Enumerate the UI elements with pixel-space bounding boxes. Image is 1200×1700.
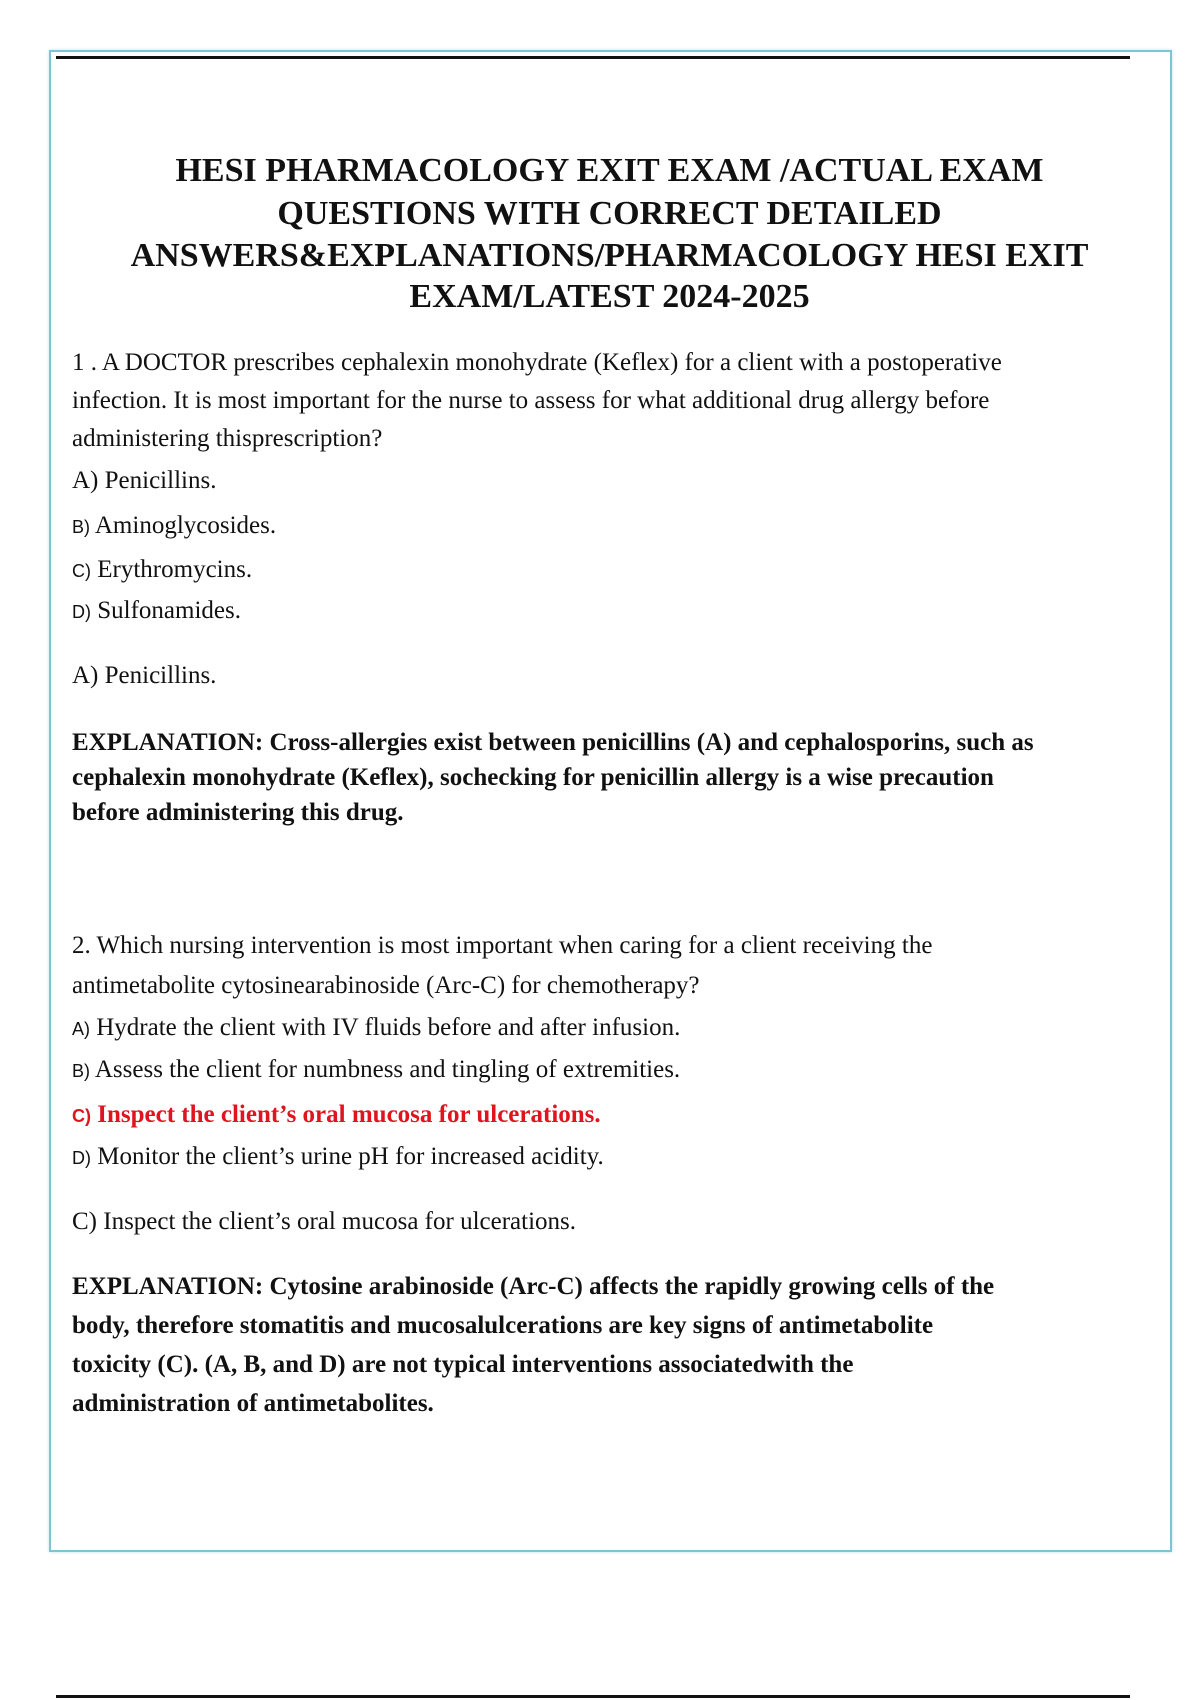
q2-explanation: body, therefore stomatitis and mucosalulcerations are key signs of antimetabolite xyxy=(72,1312,934,1339)
option-letter: D) xyxy=(72,602,91,622)
option-letter: C) xyxy=(72,1106,91,1126)
question-1-text: 1 . A DOCTOR prescribes cephalexin monohydrate (Keflex) for a client with a postoperative xyxy=(72,349,1002,376)
option-text: Aminoglycosides. xyxy=(90,512,277,539)
option-letter: B) xyxy=(72,517,90,537)
q2-option-d xyxy=(72,1141,604,1174)
question-1-text: infection. It is most important for the nurse to assess for what additional drug allergy before xyxy=(72,387,990,414)
top-rule xyxy=(56,56,1130,59)
q2-explanation: toxicity (C). (A, B, and D) are not typical interventions associatedwith the xyxy=(72,1351,854,1378)
option-text: Erythromycins. xyxy=(91,556,253,583)
q1-explanation: EXPLANATION: Cross-allergies exist between penicillins (A) and cephalosporins, such as xyxy=(72,729,1034,756)
q1-explanation: cephalexin monohydrate (Keflex), sochecking for penicillin allergy is a wise precaution xyxy=(72,764,994,791)
document-title-line: QUESTIONS WITH CORRECT DETAILED xyxy=(277,195,942,232)
document-title-line: HESI PHARMACOLOGY EXIT EXAM /ACTUAL EXAM xyxy=(175,152,1044,189)
q1-option-a xyxy=(72,465,216,497)
option-letter: D) xyxy=(72,1148,91,1168)
q2-option-a xyxy=(72,1012,680,1045)
question-1-text: administering thisprescription? xyxy=(72,425,383,452)
q2-explanation: administration of antimetabolites. xyxy=(72,1390,434,1417)
q2-option-c-correct xyxy=(72,1099,601,1132)
option-text: Penicillins. xyxy=(98,467,217,494)
q1-option-b xyxy=(72,510,276,543)
option-text: Sulfonamides. xyxy=(91,597,241,624)
q2-option-b xyxy=(72,1054,680,1087)
q2-explanation: EXPLANATION: Cytosine arabinoside (Arc-C) affects the rapidly growing cells of the xyxy=(72,1273,995,1300)
option-text: Inspect the client’s oral mucosa for ulcerations. xyxy=(91,1101,601,1128)
question-2-text: 2. Which nursing intervention is most important when caring for a client receiving the xyxy=(72,932,933,959)
q1-answer: A) Penicillins. xyxy=(72,662,217,689)
document-title-line: ANSWERS&EXPLANATIONS/PHARMACOLOGY HESI EXIT xyxy=(130,237,1089,274)
document-title-line: EXAM/LATEST 2024-2025 xyxy=(409,278,810,315)
q1-option-d xyxy=(72,595,241,628)
question-2-text: antimetabolite cytosinearabinoside (Arc-C) for chemotherapy? xyxy=(72,972,700,999)
option-text: Monitor the client’s urine pH for increased acidity. xyxy=(91,1143,604,1170)
option-letter: B) xyxy=(72,1061,90,1081)
option-letter: A) xyxy=(72,467,99,494)
q1-explanation: before administering this drug. xyxy=(72,799,404,826)
option-letter: A) xyxy=(72,1019,90,1039)
q1-option-c xyxy=(72,554,252,587)
option-letter: C) xyxy=(72,561,91,581)
option-text: Hydrate the client with IV fluids before and after infusion. xyxy=(90,1014,681,1041)
bottom-rule xyxy=(56,1695,1130,1698)
q2-answer: C) Inspect the client’s oral mucosa for ulcerations. xyxy=(72,1208,577,1235)
option-text: Assess the client for numbness and tingling of extremities. xyxy=(90,1056,681,1083)
